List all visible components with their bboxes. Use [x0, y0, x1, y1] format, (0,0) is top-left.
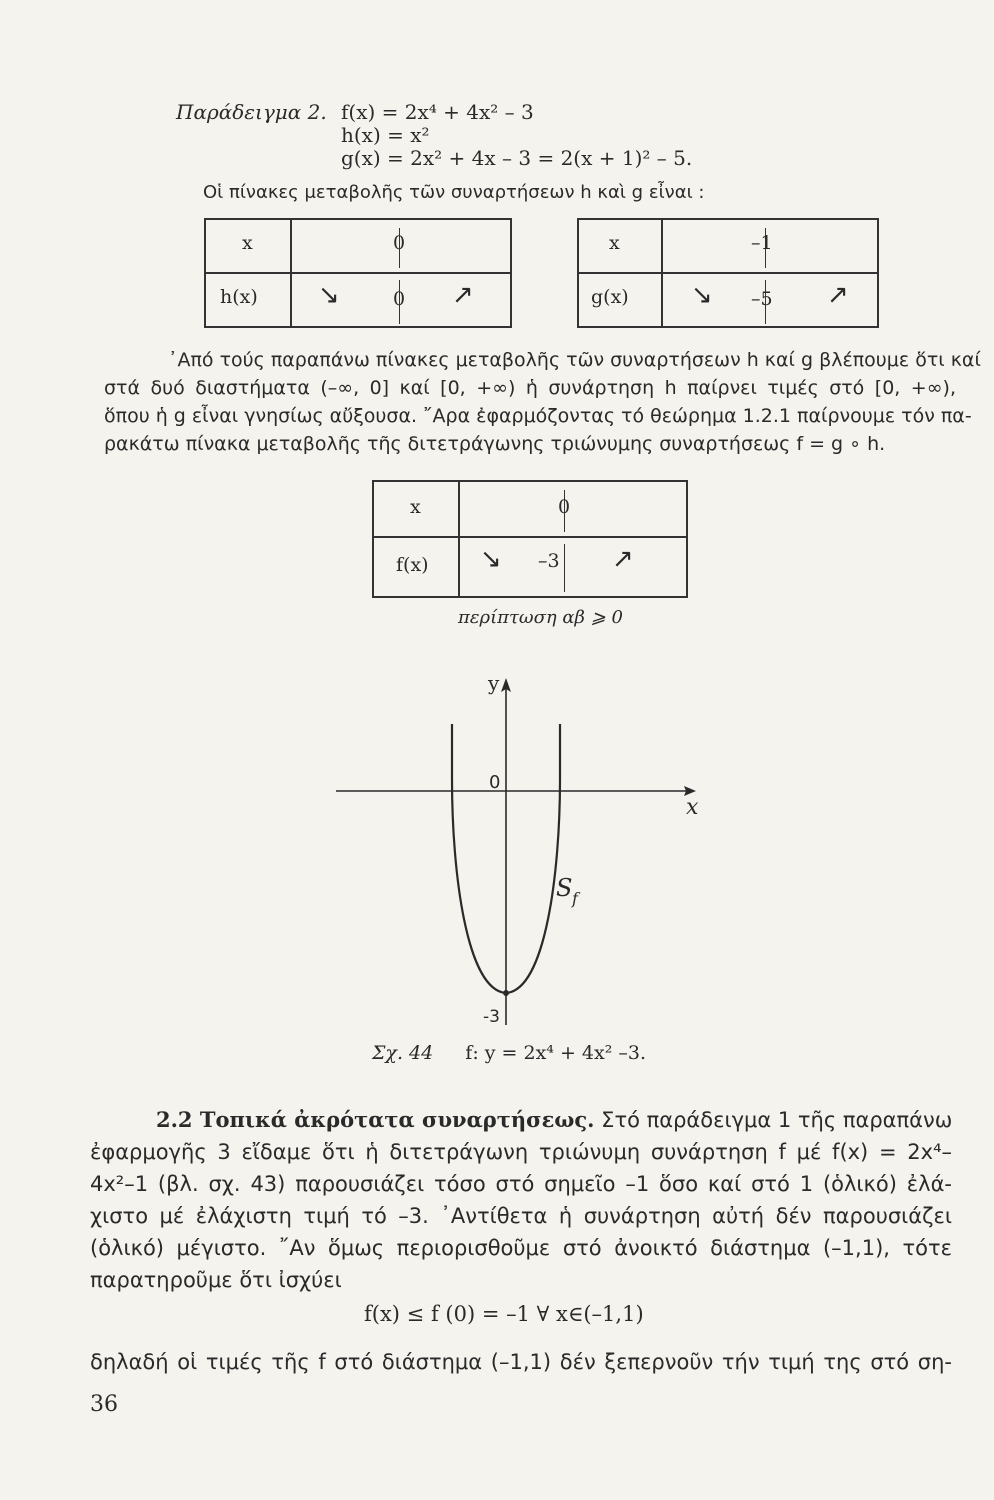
section-local-extrema — [90, 1104, 952, 1296]
section-text: ἐφαρμογῆς 3 εἴδαμε ὅτι ἡ διτετράγωνη τριώνυμη συνάρτηση f μέ f(x) = 2x⁴– — [90, 1140, 952, 1164]
f-definition: f(x) = 2x⁴ + 4x² – 3 — [341, 100, 534, 124]
minimum-label: -3 — [483, 1007, 500, 1027]
section-text: 4x²–1 (βλ. σχ. 43) παρουσιάζει τόσο στό σημεῖο –1 ὅσο καί στό 1 (ὁλικό) ἐλά- — [90, 1172, 952, 1196]
function-graph — [0, 660, 994, 1060]
table-g-fx-label: g(x) — [591, 286, 629, 308]
decreasing-arrow-icon: ↘ — [318, 280, 340, 310]
value-tick — [564, 544, 565, 592]
decreasing-arrow-icon: ↘ — [691, 280, 713, 310]
inequality-formula: f(x) ≤ f (0) = –1 ∀ x∈(–1,1) — [364, 1302, 644, 1326]
table-h-x-label: x — [242, 232, 253, 254]
table-g-fx-value: –5 — [751, 288, 773, 310]
table-h-fx-label: h(x) — [220, 286, 258, 308]
table-f-fx-value: –3 — [538, 550, 560, 572]
table-g-x-label: x — [609, 232, 620, 254]
section-text: Στό παράδειγμα 1 τῆς παραπάνω — [601, 1108, 953, 1132]
paragraph-line: στά δυό διαστήματα (–∞, 0] καί [0, +∞) ἡ συνάρτηση h παίρνει τιμές στό [0, +∞), — [104, 377, 956, 399]
page-number: 36 — [90, 1392, 118, 1417]
curve-label-subscript: f — [572, 889, 578, 908]
paragraph-line: ρακάτω πίνακα μεταβολῆς τῆς διτετράγωνης τριώνυμης συναρτήσεως f = g ∘ h. — [104, 433, 886, 455]
minimum-point — [503, 990, 509, 996]
table-f — [372, 480, 688, 598]
paragraph-line: ὅπου ἡ g εἶναι γνησίως αὔξουσα. ῎Αρα ἐφαρμόζοντας τό θεώρημα 1.2.1 παίρνουμε τόν πα- — [104, 405, 972, 427]
figure-caption — [372, 1042, 646, 1064]
y-axis-label: y — [488, 671, 500, 695]
g-definition: g(x) = 2x² + 4x – 3 = 2(x + 1)² – 5. — [341, 146, 693, 170]
table-divider — [206, 272, 510, 274]
origin-label: 0 — [489, 772, 501, 793]
table-divider — [458, 482, 460, 596]
increasing-arrow-icon: ↗ — [827, 280, 849, 310]
table-divider — [579, 272, 877, 274]
example-label: Παράδειγμα 2. — [176, 100, 327, 124]
section-text: (ὁλικό) μέγιστο. ῎Αν ὅμως περιορισθοῦμε στό ἀνοικτό διάστημα (–1,1), τότε — [90, 1236, 952, 1260]
figure-number: Σχ. 44 — [372, 1042, 434, 1064]
section-first-line — [90, 1104, 952, 1136]
x-axis-label: x — [686, 795, 699, 820]
table-f-x-label: x — [410, 496, 421, 518]
increasing-arrow-icon: ↗ — [612, 544, 634, 574]
section-text: χιστο μέ ἐλάχιστη τιμή τό –3. ᾿Αντίθετα ἡ συνάρτηση αὐτή δέν παρουσιάζει — [90, 1204, 952, 1228]
h-definition: h(x) = x² — [341, 123, 430, 147]
increasing-arrow-icon: ↗ — [452, 280, 474, 310]
table-f-x-value: 0 — [558, 496, 571, 518]
paragraph-composition — [104, 346, 981, 458]
section-text: δηλαδή οἱ τιμές τῆς f στό διάστημα (–1,1) δέν ξεπερνοῦν τήν τιμή της στό ση- — [90, 1350, 952, 1374]
table-f-fx-label: f(x) — [396, 554, 429, 576]
section-continuation — [90, 1346, 952, 1378]
tables-intro: Οἱ πίνακες μεταβολῆς τῶν συναρτήσεων h καὶ g εἶναι : — [203, 182, 705, 203]
figure-equation: f: y = 2x⁴ + 4x² –3. — [465, 1042, 647, 1064]
curve-label: S — [556, 874, 573, 902]
paragraph-line: ᾿Από τούς παραπάνω πίνακες μεταβολῆς τῶν συναρτήσεων h καί g βλέπουμε ὅτι καί — [168, 349, 981, 371]
table-h — [204, 218, 512, 328]
table-divider — [374, 536, 686, 538]
section-text: παρατηροῦμε ὅτι ἰσχύει — [90, 1268, 342, 1292]
table-h-x-value: 0 — [393, 232, 406, 254]
table-g — [577, 218, 879, 328]
table-h-fx-value: 0 — [393, 288, 406, 310]
section-heading: 2.2 Τοπικά ἀκρότατα συναρτήσεως. — [156, 1107, 595, 1132]
table-g-x-value: –1 — [751, 232, 773, 254]
decreasing-arrow-icon: ↘ — [480, 544, 502, 574]
case-caption: περίπτωση αβ ⩾ 0 — [458, 607, 623, 628]
